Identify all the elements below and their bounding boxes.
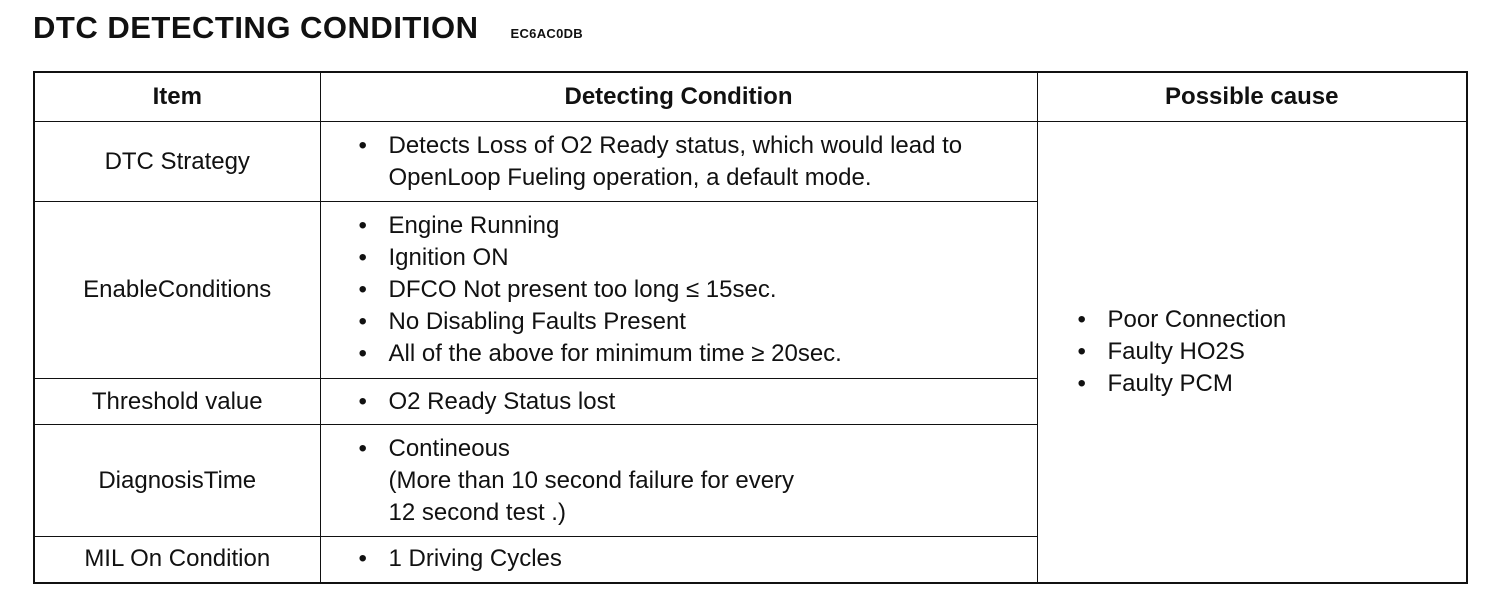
column-header-item: Item <box>34 72 320 122</box>
condition-list <box>359 543 1037 575</box>
condition-list <box>359 433 1037 465</box>
condition-note-line: (More than 10 second failure for every <box>388 466 795 494</box>
condition-item: • O2 Ready Status lost <box>359 386 1037 418</box>
condition-item: • Contineous <box>359 433 1037 465</box>
condition-list <box>359 386 1037 418</box>
item-cell-enable-conditions: EnableConditions <box>34 202 320 379</box>
item-cell-diagnosis-time: DiagnosisTime <box>34 425 320 537</box>
possible-cause-list <box>1078 304 1467 400</box>
possible-cause-cell <box>1037 122 1467 583</box>
item-cell-mil-on-condition: MIL On Condition <box>34 537 320 583</box>
title-row <box>33 10 583 54</box>
condition-item: • DFCO Not present too long ≤ 15sec. <box>359 274 1037 306</box>
condition-list <box>359 130 1037 194</box>
column-header-detecting-condition: Detecting Condition <box>320 72 1037 122</box>
possible-cause-item: • Faulty PCM <box>1078 368 1467 400</box>
condition-item: • Engine Running <box>359 210 1037 242</box>
condition-item: • All of the above for minimum time ≥ 20sec. <box>359 338 1037 370</box>
table-header-row <box>34 72 1467 122</box>
condition-cell-dtc-strategy <box>320 122 1037 202</box>
condition-cell-enable-conditions <box>320 202 1037 379</box>
page-title: DTC DETECTING CONDITION <box>33 10 479 45</box>
condition-note-line: 12 second test .) <box>388 498 566 526</box>
condition-item: • Ignition ON <box>359 242 1037 274</box>
table-row-dtc-strategy <box>34 122 1467 202</box>
condition-cell-mil-on-condition <box>320 537 1037 583</box>
item-cell-dtc-strategy: DTC Strategy <box>34 122 320 202</box>
condition-item: • Detects Loss of O2 Ready status, which would lead to OpenLoop Fueling operation, a default mode. <box>359 130 1009 194</box>
column-header-possible-cause: Possible cause <box>1037 72 1467 122</box>
condition-item: • 1 Driving Cycles <box>359 543 1037 575</box>
possible-cause-item: • Faulty HO2S <box>1078 336 1467 368</box>
condition-cell-diagnosis-time <box>320 425 1037 537</box>
condition-item: • No Disabling Faults Present <box>359 306 1037 338</box>
condition-cell-threshold-value <box>320 379 1037 425</box>
dtc-condition-table <box>33 71 1468 584</box>
condition-list <box>359 210 1037 370</box>
possible-cause-item: • Poor Connection <box>1078 304 1467 336</box>
item-cell-threshold-value: Threshold value <box>34 379 320 425</box>
document-code: EC6AC0DB <box>510 26 583 41</box>
